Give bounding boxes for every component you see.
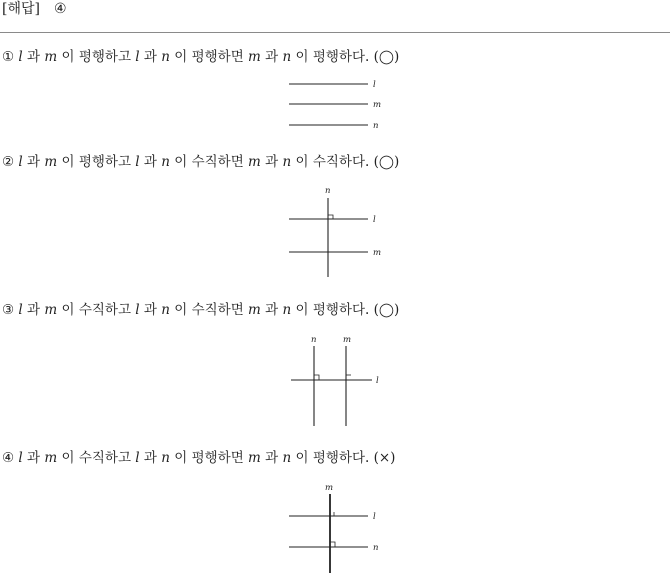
line-var: n	[282, 154, 292, 170]
statement-text: 과	[143, 49, 157, 65]
statement-text: 이 평행하면	[174, 49, 244, 65]
figure-3-two-perpendiculars	[0, 332, 670, 430]
statement-4	[2, 449, 395, 467]
statement-text: 이 평행하고	[61, 154, 131, 170]
statement-text: 이 평행하다.	[295, 49, 370, 65]
line-var: n	[282, 302, 292, 318]
statement-number: ①	[2, 49, 15, 65]
line-var: l	[18, 302, 23, 318]
line-var: n	[161, 450, 170, 466]
statement-text: 이 수직하고	[61, 450, 131, 466]
label-l: l	[373, 80, 376, 90]
statement-text: 과	[143, 154, 157, 170]
statement-2	[2, 153, 399, 171]
statement-number: ②	[2, 154, 15, 170]
line-var: m	[44, 450, 58, 466]
statement-text: 이 수직하고	[61, 302, 131, 318]
statement-text: 과	[143, 302, 157, 318]
answer-header	[2, 0, 67, 18]
truth-mark: (◯)	[373, 154, 400, 170]
statement-text: 과	[265, 450, 279, 466]
statement-text: 이 평행하다.	[295, 450, 370, 466]
line-var: n	[282, 49, 292, 65]
statement-text: 과	[27, 302, 41, 318]
label-m: m	[373, 100, 382, 110]
label-n: n	[373, 543, 379, 553]
statement-number: ④	[2, 450, 15, 466]
statement-text: 이 수직하면	[174, 302, 244, 318]
right-angle-mark	[314, 375, 319, 380]
label-n: n	[311, 335, 317, 345]
line-var: n	[161, 49, 170, 65]
statement-1	[2, 48, 399, 66]
statement-text: 과	[265, 302, 279, 318]
figure-2-perpendicular-lines	[0, 184, 670, 280]
line-var: m	[248, 450, 261, 466]
truth-mark: (◯)	[373, 49, 400, 65]
label-l: l	[376, 376, 379, 386]
line-var: m	[248, 49, 261, 65]
label-m: m	[343, 335, 352, 345]
line-var: l	[18, 154, 23, 170]
truth-mark: (◯)	[373, 302, 400, 318]
statement-number: ③	[2, 302, 15, 318]
line-var: m	[44, 49, 58, 65]
line-var: m	[248, 302, 261, 318]
line-var: l	[135, 450, 140, 466]
line-var: m	[44, 302, 58, 318]
statement-text: 과	[27, 49, 41, 65]
answer-label: [해답]	[2, 1, 40, 17]
label-m: m	[325, 483, 334, 493]
statement-text: 이 수직하면	[174, 154, 244, 170]
line-var: l	[135, 49, 140, 65]
right-angle-mark	[328, 215, 333, 219]
header-divider	[0, 32, 670, 33]
label-n: n	[325, 186, 331, 196]
line-var: m	[44, 154, 58, 170]
line-var: l	[135, 154, 140, 170]
statement-text: 과	[27, 450, 41, 466]
statement-3	[2, 301, 399, 319]
answer-number: ④	[53, 1, 67, 17]
statement-text: 이 평행하고	[61, 49, 131, 65]
line-var: n	[161, 154, 170, 170]
line-var: n	[282, 450, 292, 466]
label-n: n	[373, 121, 379, 131]
label-m: m	[373, 248, 382, 258]
statement-text: 이 평행하다.	[295, 302, 370, 318]
statement-text: 이 평행하면	[174, 450, 244, 466]
figure-4-perpendicular-cross	[0, 480, 670, 574]
label-l: l	[373, 215, 376, 225]
label-l: l	[373, 512, 376, 522]
statement-text: 과	[143, 450, 157, 466]
figure-1-parallel-lines	[0, 72, 670, 134]
line-var: l	[18, 49, 23, 65]
line-var: l	[135, 302, 140, 318]
line-var: n	[161, 302, 170, 318]
truth-mark: (×)	[373, 450, 396, 466]
statement-text: 과	[27, 154, 41, 170]
statement-text: 이 수직하다.	[295, 154, 370, 170]
line-var: m	[248, 154, 261, 170]
line-var: l	[18, 450, 23, 466]
statement-text: 과	[265, 154, 279, 170]
statement-text: 과	[265, 49, 279, 65]
